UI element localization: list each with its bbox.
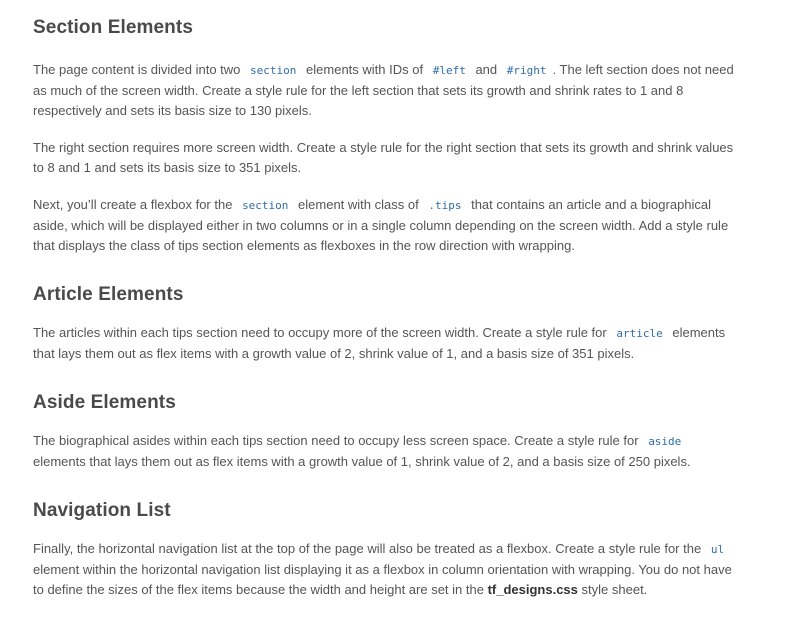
text: style sheet. [581,582,648,597]
instructions-document [0,16,743,600]
paragraph-section-left [33,60,743,121]
paragraph-aside [33,431,743,472]
paragraph-section-tips [33,195,743,256]
heading-section-elements: Section Elements [33,17,193,38]
text: element with class of [298,197,419,212]
text: that contains an article and a biographical aside, which will be displayed either in two columns or in a single column depending on the screen width. Add a style rule that displays the class of tips section elements as flexboxes in the row direction with wrapping. [33,197,729,253]
heading-aside-elements: Aside Elements [33,392,176,413]
text: The page content is divided into two [33,62,241,77]
code-section: section [242,199,289,212]
code-ul: ul [710,543,725,556]
text: elements with IDs of [306,62,424,77]
heading-article-elements: Article Elements [33,284,184,305]
paragraph-article [33,323,743,364]
heading-navigation-list: Navigation List [33,500,171,521]
paragraph-navigation [33,539,743,600]
text: and [475,62,498,77]
text: The biographical asides within each tips section need to occupy less screen space. Create a style rule for [33,433,639,448]
paragraph-section-right: The right section requires more screen width. Create a style rule for the right section that sets its growth and shrink values to 8 and 1 and sets its basis size to 351 pixels. [33,140,734,175]
code-section: section [250,64,297,77]
code-right-id: #right [506,64,547,77]
text: elements that lays them out as flex items with a growth value of 2, shrink value of 1, and a basis size of 351 pixels. [33,325,726,361]
text: element within the horizontal navigation list displaying it as a flexbox in column orientation with wrapping. You do not have to define the sizes of the flex items because the width and height are set in the [33,562,732,597]
text: elements that lays them out as flex items with a growth value of 1, shrink value of 2, and a basis size of 250 pixels. [33,454,691,469]
code-article: article [616,327,663,340]
code-aside: aside [648,435,682,448]
code-tips-class: .tips [428,199,462,212]
stylesheet-filename: tf_designs.css [487,582,578,597]
text: . The left section does not need as much of the screen width. Create a style rule for the left section that sets its growth and shrink rates to 1 and 8 respectively and sets its basis size to 130 pixels. [33,62,734,118]
text: Next, you’ll create a flexbox for the [33,197,233,212]
text: Finally, the horizontal navigation list at the top of the page will also be treated as a flexbox. Create a style rule for the [33,541,702,556]
text: The articles within each tips section need to occupy more of the screen width. Create a style rule for [33,325,607,340]
code-left-id: #left [432,64,466,77]
